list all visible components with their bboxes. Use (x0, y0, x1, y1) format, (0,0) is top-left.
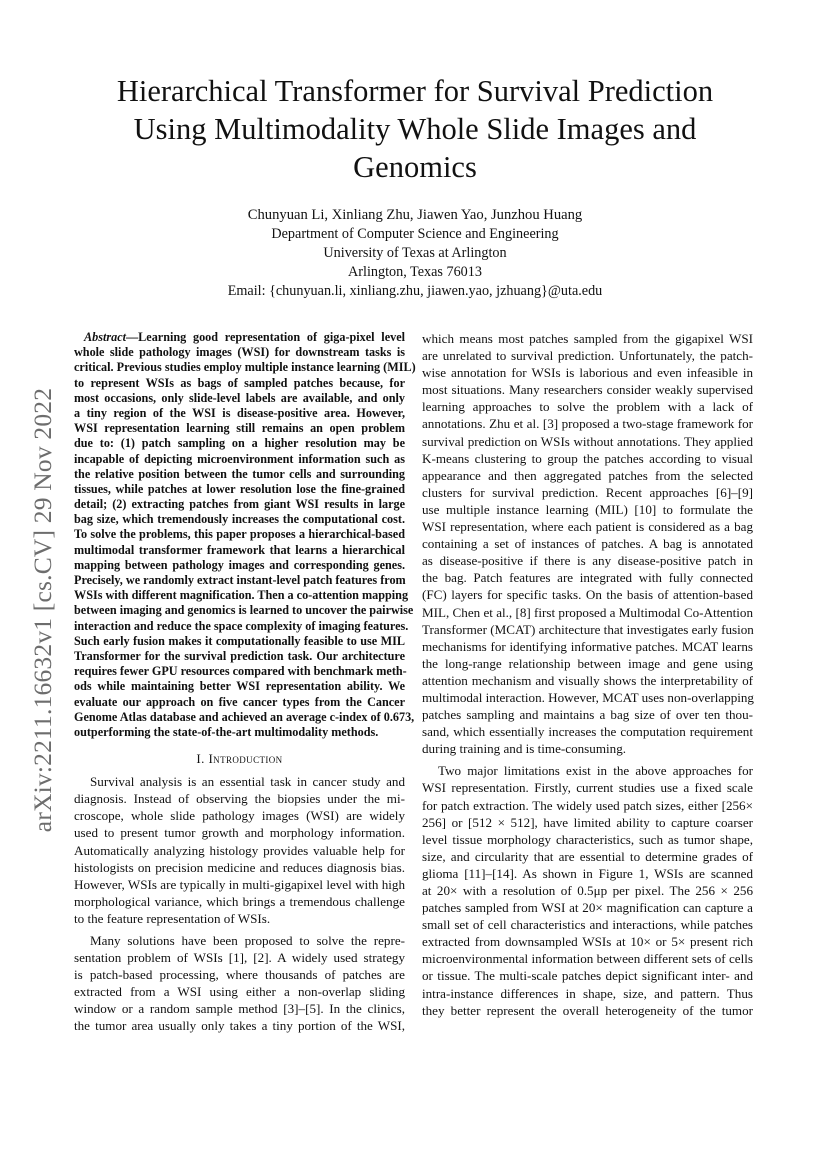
body-line: microenvironmental information between different sets of cells (422, 951, 753, 967)
right-column (422, 330, 753, 1019)
right-body (422, 330, 753, 1019)
title-line: Using Multimodality Whole Slide Images and (133, 112, 697, 146)
abstract-line: WSIs with different magnification. Then a co-attention mapping (74, 588, 409, 603)
author-names: Chunyuan Li, Xinliang Zhu, Jiawen Yao, Junzhou Huang (247, 207, 583, 223)
body-line: clusters for survival prediction. Recent approaches [6]–[9] (422, 484, 753, 500)
body-line: wise annotation for WSIs is laborious and even infeasible in (422, 365, 753, 381)
abstract-line: tissues, while patches at lower resolution lose the fine-grained (74, 481, 405, 496)
body-line: MIL, Chen et al., [8] first proposed a Multimodal Co-Attention (422, 604, 753, 620)
body-line: learning approaches to solve the problem with a lack of (422, 399, 753, 415)
abstract-line: interaction and reduce the space complexity of imaging features. (74, 618, 409, 633)
abstract-line: detail; (2) extracting patches from giant WSI results in large (74, 497, 405, 512)
body-line: are unrelated to survival prediction. Unfortunately, the patch- (422, 348, 753, 364)
body-line: (FC) layers for specific tasks. On the basis of attention-based (422, 587, 753, 603)
arxiv-sidebar (18, 350, 68, 870)
abstract-line: WSI representation learning still remains an open problem (74, 421, 405, 436)
body-line: the long-range relationship between image and gene using (422, 655, 753, 671)
abstract-line: Precisely, we randomly extract instant-level patch features from (74, 573, 406, 587)
body-line: level tissue morphology characteristics, such as tumor shape, (422, 831, 753, 847)
abstract-line: to represent WSIs as bags of sampled patches because, for (74, 375, 405, 390)
abstract-line (74, 330, 405, 345)
body-line: K-means clustering to group the patches according to visual (422, 450, 753, 466)
body-line: croscope, whole slide pathology images (WSI) are widely (74, 808, 405, 824)
body-line: to the feature representation of WSIs. (74, 910, 271, 926)
body-line: histologists on precision medicine and reduces diagnosis bias. (74, 859, 405, 875)
abstract-line: outperforming the state-of-the-art multimodality methods. (74, 724, 379, 739)
body-line: WSI representation. Firstly, current studies use a fixed scale (422, 780, 753, 796)
abstract-line: Genome Atlas database and achieved an average c-index of 0.673, (74, 709, 415, 724)
body-line: glioma [11]–[14]. As shown in Figure 1, WSIs are scanned (422, 865, 753, 881)
body-line: sentation problem of WSIs [1], [2]. A widely used strategy (74, 950, 405, 966)
body-line: the bag. Patch features are integrated with fully connected (422, 570, 753, 586)
section-title: Introduction (208, 751, 283, 767)
abstract-line: Such early fusion makes it computationally feasible to use MIL (74, 633, 405, 648)
abstract-line: Transformer for the survival prediction task. Our architecture (74, 648, 405, 663)
abstract-line: bag size, which tremendously increases the computational cost. (74, 512, 405, 527)
body-line: containing a set of instances of patches. A bag is annotated (422, 536, 753, 552)
paper-title (60, 72, 770, 186)
body-line: appearance and then aggregated patches from the selected (422, 467, 753, 483)
body-line: attention mechanism and visually shows the interpretability of (422, 672, 753, 688)
body-line: Transformer (MCAT) architecture that investigates early fusion (422, 621, 754, 637)
author-location: Arlington, Texas 76013 (348, 264, 482, 280)
body-line: Many solutions have been proposed to solve the repre- (90, 933, 405, 948)
body-line: small set of cell characteristics and interactions, while patches (422, 917, 753, 933)
author-block (60, 206, 770, 301)
body-line: is patch-based processing, where thousands of patches are (74, 967, 405, 983)
abstract-line: whole slide pathology images (WSI) for downstream tasks is (74, 345, 405, 360)
body-line: 256] or [512 × 512], have limited ability to capture coarser (422, 814, 753, 830)
body-line: as disease-positive if there is any disease-positive patch in (422, 553, 753, 569)
body-line: However, WSIs are typically in multi-gigapixel level with high (74, 876, 405, 892)
abstract-line: requires fewer GPU resources compared with benchmark meth- (74, 664, 407, 679)
body-line: which means most patches sampled from the gigapixel WSI (422, 331, 753, 346)
body-line: diagnosis. Instead of observing the biopsies under the mi- (74, 791, 405, 807)
body-line: at 20× with a resolution of 0.5μp per pixel. The 256 × 256 (422, 883, 753, 898)
section-number: I. (196, 751, 205, 767)
body-line: survival prediction on WSIs without annotations. They applied (422, 433, 753, 449)
abstract-line: incapable of depicting microenvironment information such as (74, 451, 405, 466)
body-line: during training and is time-consuming. (422, 741, 627, 757)
body-line: morphological variance, which brings a tremendous challenge (74, 893, 405, 909)
left-column (74, 330, 416, 1035)
abstract-line: most occasions, only slide-level labels are available, and only (74, 390, 405, 405)
body-line: for patch extraction. The widely used patch sizes, either [256× (422, 797, 753, 813)
body-line: annotations. Zhu et al. [3] proposed a two-stage framework for (422, 416, 753, 432)
body-line: patches sampling and maintains a bag size of over ten thou- (422, 707, 753, 723)
body-line: used to present tumor growth and morphology information. (74, 825, 405, 841)
abstract-line: mapping between pathology images and corresponding genes. (74, 557, 405, 572)
body-line: they better represent the overall heterogeneity of the tumor (422, 1002, 753, 1018)
title-line: Genomics (353, 150, 477, 184)
abstract-line: the relative position between the tumor cells and surrounding (74, 466, 405, 481)
section-heading (74, 750, 405, 767)
body-line: the tumor area usually only takes a tiny portion of the WSI, (74, 1018, 405, 1034)
body-line: mechanisms for identifying informative patches. MCAT learns (422, 638, 753, 654)
body-line: intra-instance differences in shape, size, and pattern. Thus (422, 985, 753, 1001)
abstract-line: between imaging and genomics is learned to uncover the pairwise (74, 603, 414, 618)
abstract-line: critical. Previous studies employ multiple instance learning (MIL) (74, 360, 416, 375)
abstract-line: due to: (1) patch sampling on a higher resolution may be (74, 436, 405, 451)
author-email: Email: {chunyuan.li, xinliang.zhu, jiawen.yao, jzhuang}@uta.edu (227, 283, 603, 299)
body-line: multimodal interaction. However, MCAT uses non-overlapping (422, 689, 754, 705)
abstract-line: multimodal transformer framework that learns a hierarchical (74, 542, 405, 557)
body-line: size, and circularity that are essential to determine grades of (422, 848, 753, 864)
title-line: Hierarchical Transformer for Survival Prediction (116, 74, 714, 108)
body-line: extracted from downsampled WSIs at 10× or 5× present rich (422, 934, 753, 950)
body-line: most situations. Many researchers consider weakly supervised (422, 382, 753, 398)
body-line: Two major limitations exist in the above approaches for (438, 763, 753, 779)
body-line: window or a random sample method [3]–[5]. In the clinics, (74, 1001, 405, 1017)
abstract-text: —Learning good representation of giga-pixel level (125, 330, 405, 344)
body-line: Automatically analyzing histology provides valuable help for (74, 842, 405, 858)
body-line: extracted from a WSI using either a non-overlap sliding (74, 984, 405, 1000)
body-line: Survival analysis is an essential task in cancer study and (90, 774, 405, 790)
author-university: University of Texas at Arlington (323, 245, 507, 261)
arxiv-identifier: arXiv:2211.16632v1 [cs.CV] 29 Nov 2022 (28, 387, 57, 833)
abstract (74, 330, 416, 740)
body-line: sand, which essentially increases the computation requirement (422, 724, 753, 740)
abstract-line: To solve the problems, this paper proposes a hierarchical-based (74, 527, 405, 542)
body-line: or tissue. The multi-scale patches depict significant inter- and (422, 968, 753, 984)
abstract-label: Abstract (84, 330, 126, 344)
abstract-line: a tiny region of the WSI is disease-positive area. However, (74, 405, 405, 420)
body-line: WSI representation, where each patient is considered as a bag (422, 519, 753, 535)
author-department: Department of Computer Science and Engineering (271, 226, 559, 242)
body-line: use multiple instance learning (MIL) [10] to formulate the (422, 501, 753, 517)
abstract-line: ods while maintaining better WSI representation ability. We (74, 679, 405, 694)
left-body (74, 773, 405, 1034)
abstract-line: evaluate our approach on five cancer types from the Cancer (74, 694, 405, 709)
body-line: patches sampled from WSI at 20× magnification can capture a (422, 900, 753, 916)
